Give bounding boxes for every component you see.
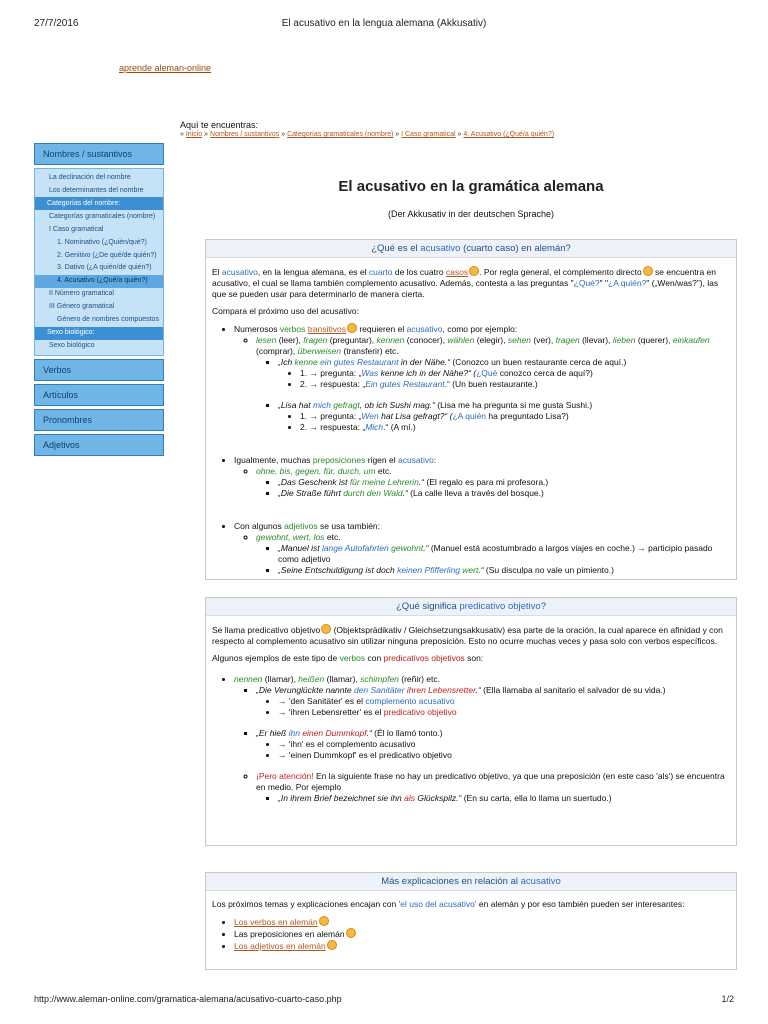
section-heading: Más explicaciones en relación al acusativo	[206, 873, 736, 891]
breadcrumb-sep: »	[457, 131, 462, 138]
sidebar-group-label: Categorías del nombre:	[35, 197, 163, 210]
section-heading: ¿Qué significa predicativo objetivo?	[206, 598, 736, 616]
breadcrumb-sep: »	[204, 131, 209, 138]
example-item: ▪ „Er hieß ihn einen Dummkopf.“ (Él lo llamó tonto.) • → 'ihn' es el complemento acusativo • → 'einen Dummkopf' es el predicativo objetivo	[256, 728, 730, 761]
sidebar-item-adjetivos[interactable]: Adjetivos	[34, 434, 164, 456]
sidebar-subitem[interactable]: I Caso gramatical	[49, 225, 104, 233]
sidebar-subitem[interactable]: 1. Nominativo (¿Quién/qué?)	[57, 238, 147, 246]
sidebar-item-verbos[interactable]: Verbos	[34, 359, 164, 381]
example-item: • → 'ihren Lebensretter' es el predicativo objetivo	[278, 707, 730, 718]
sidebar-subitem[interactable]: II Número gramatical	[49, 290, 114, 298]
location-label: Aquí te encuentras:	[180, 120, 259, 130]
example-item: • 2. → respuesta: „Mich.“ (A mí.)	[300, 422, 730, 433]
list-item: • nennen (llamar), heißen (llamar), schimpfen (reñir) etc. ▪ „Die Verunglückte nannte den Sanitäter ihren Lebensretter.“ (Ella llamaba al sanitario el salvador de su vida.) • → 'den Sanitäter' es el complemento acusativo • → 'ihren Lebensretter' es el predicativo objetivo ▪ „Er hieß ihn einen Dummkopf.“ (Él lo llamó tonto.) • → 'ihn' es el complemento acusativo • → 'einen Dummkopf' es el predicativo objetivo ◦ ¡Pero atención! En la siguiente frase no hay un predicativo objetivo, ya que una preposición (en este caso 'als') se encuentra en medio. Por ejemplo ▪ „In ihrem Brief bezeichnet sie ihn als Glückspilz.“ (En su carta, ella lo llama un suertudo.)	[234, 674, 730, 804]
link-icon	[346, 928, 356, 938]
breadcrumb-sep: »	[281, 131, 286, 138]
related-link[interactable]: • Los adjetivos en alemán	[234, 940, 730, 952]
breadcrumb	[180, 131, 554, 138]
compare-text: Compara el próximo uso del acusativo:	[212, 306, 359, 316]
sidebar-subitem[interactable]: La declinación del nombre	[49, 173, 131, 181]
page-title: El acusativo en la gramática alemana	[338, 178, 604, 195]
sidebar-item-pronombres[interactable]: Pronombres	[34, 409, 164, 431]
example-item: ▪ „Die Verunglückte nannte den Sanitäter ihren Lebensretter.“ (Ella llamaba al sanitario el salvador de su vida.) • → 'den Sanitäter' es el complemento acusativo • → 'ihren Lebensretter' es el predicativo objetivo	[256, 685, 730, 718]
related-link[interactable]: • Los verbos en alemán	[234, 916, 730, 928]
example-item: • → 'einen Dummkopf' es el predicativo objetivo	[278, 750, 730, 761]
link-icon	[327, 940, 337, 950]
page-number: 1/2	[721, 994, 734, 1004]
example-item: • 2. → respuesta: „Ein gutes Restaurant.“ (Un buen restaurante.)	[300, 379, 730, 390]
print-url: http://www.aleman-online.com/gramatica-alemana/acusativo-cuarto-caso.php	[34, 994, 342, 1004]
sidebar-subitem[interactable]: Categorías gramaticales (nombre)	[49, 212, 156, 220]
list-item: • Con algunos adjetivos se usa también: ◦ gewohnt, wert, los etc. ▪ „Manuel ist lange Autofahrten gewohnt.“ (Manuel está acostumbrado a largos viajes en coche.) → participio pasado como adjetivo ▪ „Seine Entschuldigung ist doch keinen Pfifferling wert.“ (Su disculpa no vale un pimiento.)	[234, 521, 730, 576]
section-predicativo	[205, 597, 737, 846]
example-item: ▪ „Das Geschenk ist für meine Lehrerin.“ (El regalo es para mi profesora.)	[278, 477, 730, 488]
sidebar-group-label: Sexo biológico:	[35, 327, 163, 340]
print-title: El acusativo en la lengua alemana (Akkusativ)	[281, 18, 487, 29]
sidebar-item-nombres[interactable]: Nombres / sustantivos	[34, 143, 164, 165]
sidebar-item-articulos[interactable]: Artículos	[34, 384, 164, 406]
breadcrumb-item[interactable]: Inicio	[185, 131, 203, 138]
breadcrumb-item[interactable]: I Caso gramatical	[401, 131, 456, 138]
sidebar-subitem[interactable]: Sexo biológico	[49, 342, 95, 350]
sidebar-subitem[interactable]: 3. Dativo (¿A quién/de quién?)	[57, 264, 152, 272]
sidebar-subitem[interactable]: Los determinantes del nombre	[49, 186, 144, 194]
example-item: ▪ „Seine Entschuldigung ist doch keinen Pfifferling wert.“ (Su disculpa no vale un pimiento.)	[278, 565, 730, 576]
section-acusativo	[205, 239, 737, 580]
related-link[interactable]: • Las preposiciones en alemán	[234, 928, 730, 940]
link-icon	[321, 624, 331, 634]
example-item: ▪ „Die Straße führt durch den Wald.“ (La calle lleva a través del bosque.)	[278, 488, 730, 499]
link-icon	[319, 916, 329, 926]
sidebar-subitem[interactable]: III Género gramatical	[49, 303, 115, 311]
breadcrumb-item[interactable]: 4. Acusativo (¿Qué/a quién?)	[463, 131, 555, 138]
sidebar-nav	[34, 143, 164, 459]
list-item: ◦ ohne, bis, gegen, für, durch, um etc. ▪ „Das Geschenk ist für meine Lehrerin.“ (El regalo es para mi profesora.) ▪ „Die Straße führt durch den Wald.“ (La calle lleva a través del bosque.)	[256, 466, 730, 499]
intro-paragraph: El acusativo, en la lengua alemana, es el cuarto de los cuatro casos . Por regla general, el complemento directo se encuentra en acusativo, el cual se llama también complemento acusativo. Además, contesta a las preguntas "¿Qué?" "¿A quién?" („Wen/was?”), las que se pueden usar para determinarlo de manera cierta.	[212, 267, 719, 299]
link-icon	[643, 266, 653, 276]
link-icon	[347, 323, 357, 333]
intro-paragraph: Los próximos temas y explicaciones encajan con 'el uso del acusativo' en alemán y por eso también pueden ser interesantes:	[212, 899, 685, 909]
list-item: • Numerosos verbos transitivos requieren el acusativo, como por ejemplo: ◦ lesen (leer), fragen (preguntar), kennen (conocer), wählen (elegir), sehen (ver), tragen (llevar), lieben (querer), einkaufen (comprar), überweisen (transferir) etc. ▪ „Ich kenne ein gutes Restaurant in der Nähe.“ (Conozco un buen restaurante cerca de aquí.) • 1. → pregunta: „Was kenne ich in der Nähe?“ (¿Qué conozco cerca de aquí?) • 2. → respuesta: „Ein gutes Restaurant.“ (Un buen restaurante.) ▪ „Lisa hat mich gefragt, ob ich Sushi mag.“ (Lisa me ha pregunta si me gusta Sushi.) • 1. → pregunta: „Wen hat Lisa gefragt?“ (¿A quién ha preguntado Lisa?) • 2. → respuesta: „Mich.“ (A mí.)	[234, 323, 730, 433]
example-item: • → 'den Sanitäter' es el complemento acusativo	[278, 696, 730, 707]
list-item: ◦ lesen (leer), fragen (preguntar), kennen (conocer), wählen (elegir), sehen (ver), tragen (llevar), lieben (querer), einkaufen (comprar), überweisen (transferir) etc. ▪ „Ich kenne ein gutes Restaurant in der Nähe.“ (Conozco un buen restaurante cerca de aquí.) • 1. → pregunta: „Was kenne ich in der Nähe?“ (¿Qué conozco cerca de aquí?) • 2. → respuesta: „Ein gutes Restaurant.“ (Un buen restaurante.) ▪ „Lisa hat mich gefragt, ob ich Sushi mag.“ (Lisa me ha pregunta si me gusta Sushi.) • 1. → pregunta: „Wen hat Lisa gefragt?“ (¿A quién ha preguntado Lisa?) • 2. → respuesta: „Mich.“ (A mí.)	[256, 335, 730, 433]
sidebar-submenu	[34, 168, 164, 356]
link-icon	[469, 266, 479, 276]
examples-intro: Algunos ejemplos de este tipo de verbos con predicativos objetivos son:	[212, 653, 484, 663]
section-mas-explicaciones	[205, 872, 737, 970]
sidebar-subitem[interactable]: 2. Genitivo (¿De qué/de quién?)	[57, 251, 157, 259]
print-date: 27/7/2016	[34, 18, 79, 29]
list-item: ◦ gewohnt, wert, los etc. ▪ „Manuel ist lange Autofahrten gewohnt.“ (Manuel está acostumbrado a largos viajes en coche.) → participio pasado como adjetivo ▪ „Seine Entschuldigung ist doch keinen Pfifferling wert.“ (Su disculpa no vale un pimiento.)	[256, 532, 730, 576]
sidebar-subitem-active[interactable]: 4. Acusativo (¿Qué/a quién?)	[35, 275, 163, 288]
intro-paragraph: Se llama predicativo objetivo (Objektsprädikativ / Gleichsetzungsakkusativ) esa parte de la oración, la cual aparece en afinidad y con respecto al complemento acusativo sin utilizar ninguna preposición. Esto no ocurre muchas veces y pasa solo con verbos específicos.	[212, 625, 723, 646]
example-item: • 1. → pregunta: „Wen hat Lisa gefragt?“ (¿A quién ha preguntado Lisa?)	[300, 411, 730, 422]
example-item: • 1. → pregunta: „Was kenne ich in der Nähe?“ (¿Qué conozco cerca de aquí?)	[300, 368, 730, 379]
breadcrumb-item[interactable]: Categorías gramaticales (nombre)	[287, 131, 394, 138]
breadcrumb-sep: »	[180, 131, 184, 138]
list-item: ◦ ¡Pero atención! En la siguiente frase no hay un predicativo objetivo, ya que una preposición (en este caso 'als') se encuentra en medio. Por ejemplo ▪ „In ihrem Brief bezeichnet sie ihn als Glückspilz.“ (En su carta, ella lo llama un suertudo.)	[256, 771, 730, 804]
site-home-link[interactable]: aprende aleman-online	[119, 63, 212, 73]
list-item: • Igualmente, muchas preposiciones rigen el acusativo: ◦ ohne, bis, gegen, für, durch, um etc. ▪ „Das Geschenk ist für meine Lehrerin.“ (El regalo es para mi profesora.) ▪ „Die Straße führt durch den Wald.“ (La calle lleva a través del bosque.)	[234, 455, 730, 499]
section-heading: ¿Qué es el acusativo (cuarto caso) en alemán?	[206, 240, 736, 258]
sidebar-subitem[interactable]: Género de nombres compuestos	[57, 316, 159, 324]
example-item: ▪ „Lisa hat mich gefragt, ob ich Sushi mag.“ (Lisa me ha pregunta si me gusta Sushi.) • 1. → pregunta: „Wen hat Lisa gefragt?“ (¿A quién ha preguntado Lisa?) • 2. → respuesta: „Mich.“ (A mí.)	[278, 400, 730, 433]
example-item: ▪ „In ihrem Brief bezeichnet sie ihn als Glückspilz.“ (En su carta, ella lo llama un suertudo.)	[278, 793, 730, 804]
example-item: • → 'ihn' es el complemento acusativo	[278, 739, 730, 750]
example-item: ▪ „Ich kenne ein gutes Restaurant in der Nähe.“ (Conozco un buen restaurante cerca de aquí.) • 1. → pregunta: „Was kenne ich in der Nähe?“ (¿Qué conozco cerca de aquí?) • 2. → respuesta: „Ein gutes Restaurant.“ (Un buen restaurante.)	[278, 357, 730, 390]
example-item: ▪ „Manuel ist lange Autofahrten gewohnt.“ (Manuel está acostumbrado a largos viajes en coche.) → participio pasado como adjetivo	[278, 543, 730, 565]
page-subtitle: (Der Akkusativ in der deutschen Sprache)	[387, 209, 555, 219]
breadcrumb-item[interactable]: Nombres / sustantivos	[210, 131, 280, 138]
breadcrumb-sep: »	[395, 131, 400, 138]
